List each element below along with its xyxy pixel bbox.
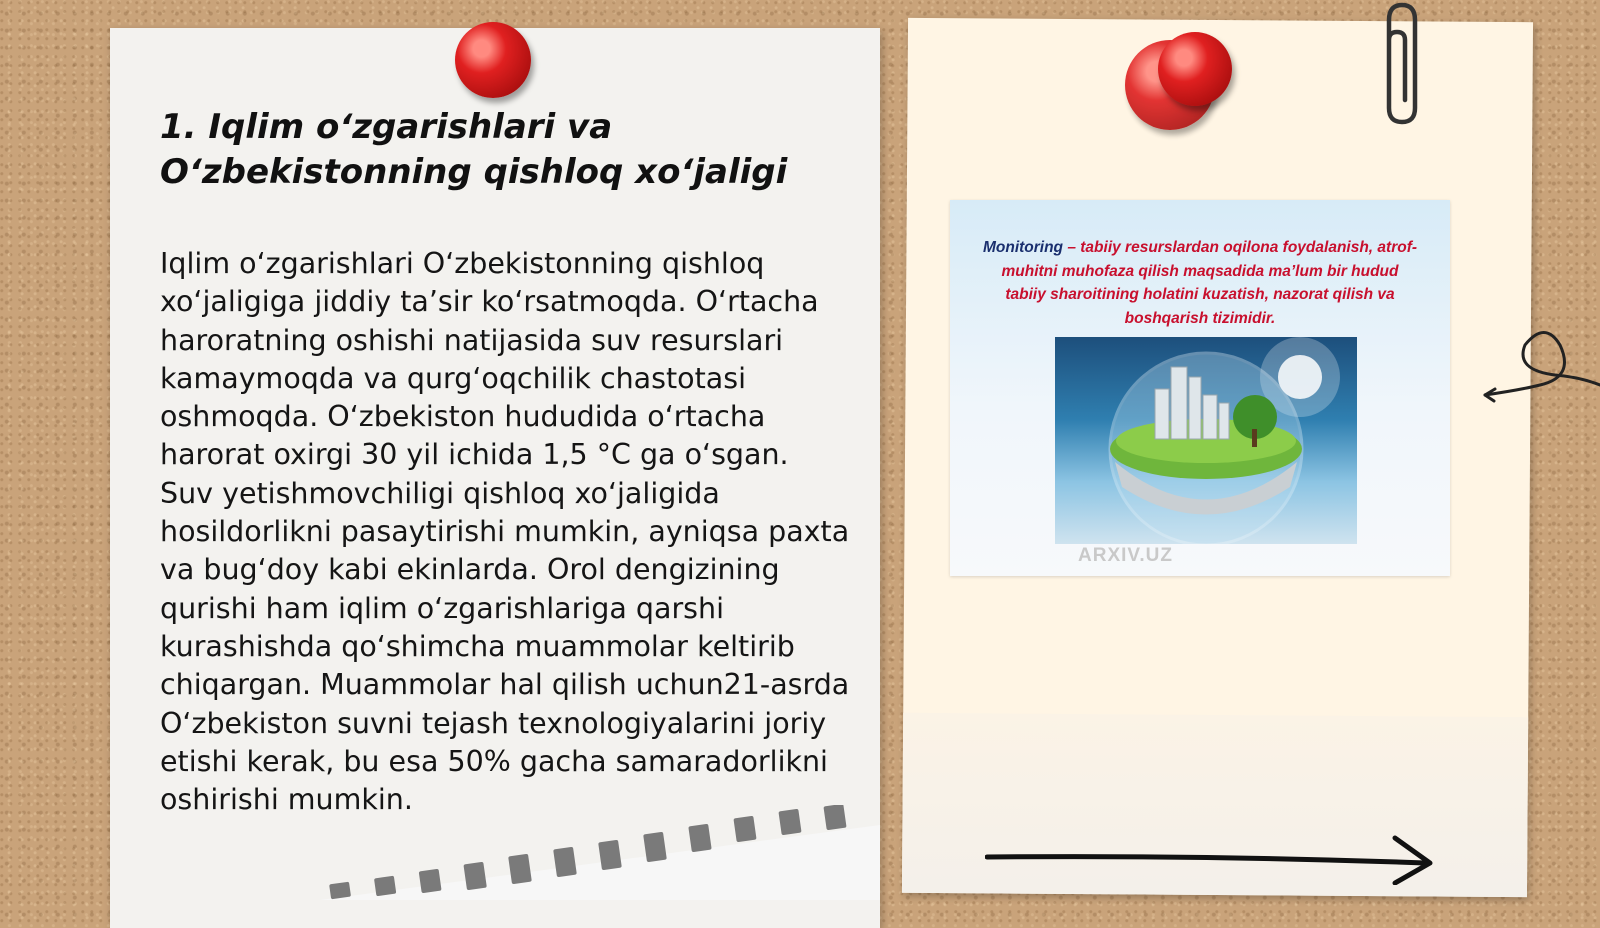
doodle-loop-icon <box>1480 315 1600 415</box>
pushpin-icon <box>1158 32 1232 106</box>
paperclip-icon <box>1375 0 1419 125</box>
watermark-text: ARXIV.UZ <box>1078 545 1173 566</box>
monitoring-caption <box>980 236 1420 330</box>
slide-body-text: Iqlim o‘zgarishlari O‘zbekistonning qishloq xo‘jaligiga jiddiy ta’sir ko‘rsatmoqda. O‘rtacha haroratning oshishi natijasida suv resurslari kamaymoqda va qurg‘oqchilik chastotasi oshmoqda. O‘zbekiston hududida o‘rtacha harorat oxirgi 30 yil ichida 1,5 °C ga o‘sgan. Suv yetishmovchiligi qishloq xo‘jaligida hosildorlikni pasaytirishi mumkin, ayniqsa paxta va bug‘doy kabi ekinlarda. Orol dengizining qurishi ham iqlim o‘zgarishlariga qarshi kurashishda qo‘shimcha muammolar keltirib chiqargan. Muammolar hal qilish uchun21-asrda O‘zbekiston suvni tejash texnologiyalarini joriy etishi kerak, bu esa 50% gacha samaradorlikni oshirishi mumkin. <box>160 247 850 817</box>
eco-globe-illustration <box>1055 337 1357 544</box>
pushpin-icon <box>455 22 531 98</box>
monitoring-image <box>950 200 1450 576</box>
torn-notebook-edge <box>320 805 880 900</box>
caption-definition: – tabiiy resurslardan oqilona foydalanish, atrof-muhitni muhofaza qilish maqsadida ma’lum bir hudud tabiiy sharoitining holatini kuzatish, nazorat qilish va boshqarish tizimidir. <box>1001 239 1418 327</box>
caption-term: Monitoring <box>982 239 1064 256</box>
slide-title: 1. Iqlim o‘zgarishlari va O‘zbekistonning qishloq xo‘jaligi <box>160 107 788 192</box>
arrow-right-icon <box>985 835 1445 885</box>
